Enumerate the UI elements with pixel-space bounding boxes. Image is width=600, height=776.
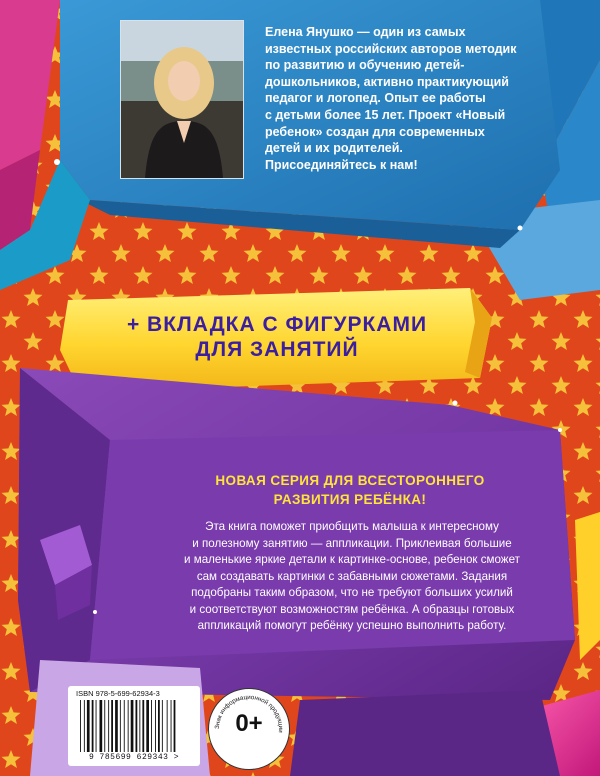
barcode-bar xyxy=(128,700,129,752)
bio-line: Елена Янушко — один из самых xyxy=(265,25,466,39)
barcode-bar xyxy=(136,700,138,752)
author-photo xyxy=(120,20,244,179)
bio-line: детей и их родителей. xyxy=(265,141,403,156)
barcode-bar xyxy=(167,700,168,752)
description-line: Эта книга поможет приобщить малыша к интересному xyxy=(205,520,499,533)
barcode-bar xyxy=(124,700,125,752)
barcode-bar xyxy=(104,700,105,752)
age-rating-value: 0+ xyxy=(235,710,263,737)
age-rating-badge xyxy=(208,688,290,770)
bio-line: с детьми более 15 лет. Проект «Новый xyxy=(265,107,506,122)
author-portrait-icon xyxy=(121,21,243,178)
barcode-bar xyxy=(120,700,121,752)
series-title xyxy=(150,471,550,509)
barcode-bar xyxy=(96,700,97,752)
barcode-bar xyxy=(155,700,156,752)
barcode-bar xyxy=(139,700,140,752)
description-line: сам создавать картинки с забавными сюжетами. Задания xyxy=(196,569,508,583)
barcode-bar xyxy=(162,700,163,752)
barcode-bar xyxy=(84,700,85,752)
barcode-digits: 9 785699 629343 > xyxy=(88,753,180,762)
banner-line: ДЛЯ ЗАНЯТИЙ xyxy=(195,338,359,361)
description-line: аппликаций помогут ребёнку успешно выполнить работу. xyxy=(197,619,507,632)
isbn-number: ISBN 978-5-699-62934-3 xyxy=(76,689,160,698)
isbn-barcode xyxy=(68,686,200,766)
barcode-bar xyxy=(108,700,109,752)
bio-line: дошкольников, активно практикующий xyxy=(265,74,509,89)
barcode-bar xyxy=(171,700,172,752)
description-line: и маленькие яркие детали к картинке-основе, ребенок сможет xyxy=(184,553,520,566)
series-title-line: НОВАЯ СЕРИЯ ДЛЯ ВСЕСТОРОННЕГО xyxy=(215,473,485,488)
barcode-bar xyxy=(142,700,144,752)
barcode-bar xyxy=(80,700,81,752)
barcode-bar xyxy=(151,700,152,752)
barcode-bar xyxy=(131,700,134,752)
barcode-bar xyxy=(174,700,176,752)
tab-banner xyxy=(68,287,486,387)
bio-line: педагог и логопед. Опыт ее работы xyxy=(265,91,486,106)
series-title-line: РАЗВИТИЯ РЕБЁНКА! xyxy=(273,492,427,507)
bio-line: известных российских авторов методик xyxy=(265,41,517,56)
barcode-bar xyxy=(158,700,160,752)
author-bio xyxy=(265,24,561,173)
barcode-bar xyxy=(100,700,103,752)
description-line: и полезному занятию — аппликации. Приклеивая большие xyxy=(192,536,512,550)
bio-line: ребенок» создан для современных xyxy=(265,124,485,139)
bio-line: Присоединяйтесь к нам! xyxy=(265,157,418,172)
banner-line: + ВКЛАДКА С ФИГУРКАМИ xyxy=(126,313,428,336)
barcode-bar xyxy=(115,700,118,752)
age-rating-ring-text: Знак информационной продукции xyxy=(213,693,285,733)
barcode-bar xyxy=(111,700,113,752)
description-line: подобраны таким образом, что не требуют больших усилий xyxy=(191,586,513,599)
bio-line: по развитию и обучению детей- xyxy=(265,58,465,73)
barcode-bar xyxy=(92,700,94,752)
book-description xyxy=(132,519,572,635)
barcode-bar xyxy=(87,700,90,752)
barcode-bar xyxy=(146,700,149,752)
description-line: и соответствуют возможностям ребёнка. А образцы готовых xyxy=(189,602,515,616)
